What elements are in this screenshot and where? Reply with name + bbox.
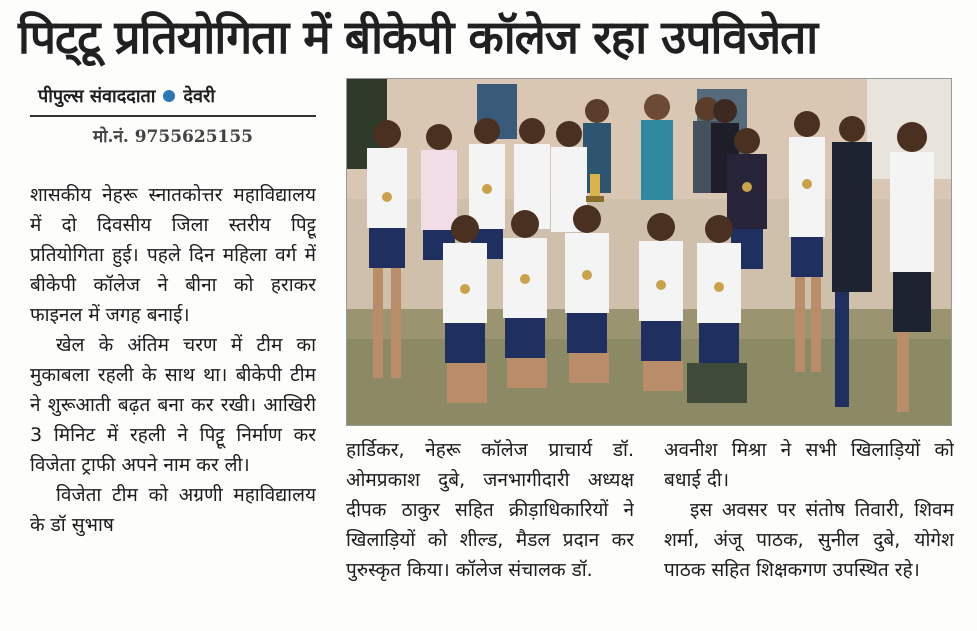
article-column-3	[664, 435, 954, 625]
team-photo-illustration	[347, 79, 951, 425]
byline-divider	[30, 115, 316, 117]
reporter-name: पीपुल्स संवाददाता	[38, 86, 156, 107]
headline: पिट्‌टू प्रतियोगिता में बीकेपी कॉलेज रहा उपविजेता	[18, 10, 818, 64]
paragraph: इस अवसर पर संतोष तिवारी, शिवम शर्मा, अंजू पाठक, सुनील दुबे, योगेश पाठक सहित शिक्षकगण उपस्थित रहे।	[664, 499, 954, 581]
byline	[38, 84, 318, 108]
reporter-mobile: मो.नं. 9755625155	[92, 127, 254, 147]
team-photo	[346, 78, 952, 426]
bullet-dot-icon	[163, 90, 175, 102]
paragraph: हार्डिकर, नेहरू कॉलेज प्राचार्य डॉ. ओमप्रकाश दुबे, जनभागीदारी अध्यक्ष दीपक ठाकुर सहित क्रीड़ाधिकारियों ने खिलाड़ियों को शील्ड, मैडल प्रदान कर पुरुस्कृत किया। कॉलेज संचालक डॉ.	[346, 439, 634, 581]
dateline-location: देवरी	[183, 86, 216, 107]
paragraph: खेल के अंतिम चरण में टीम का मुकाबला रहली के साथ था। बीकेपी टीम ने शुरूआती बढ़त बना कर रखी। आखिरी 3 मिनिट में रहली ने पिट्टू निर्माण कर विजेता ट्राफी अपने नाम कर ली।	[30, 334, 316, 476]
paragraph: शासकीय नेहरू स्नातकोत्तर महाविद्यालय में दो दिवसीय जिला स्तरीय पिट्टू प्रतियोगिता हुई। पहले दिन महिला वर्ग में बीकेपी कॉलेज ने बीना को हराकर फाइनल में जगह बनाई।	[30, 184, 316, 326]
paragraph: अवनीश मिश्रा ने सभी खिलाड़ियों को बधाई दी।	[664, 439, 954, 491]
paragraph: विजेता टीम को अग्रणी महाविद्यालय के डॉ सुभाष	[30, 484, 316, 536]
officials-group	[583, 94, 739, 200]
article-column-1	[30, 180, 316, 625]
article-column-2	[346, 435, 634, 625]
